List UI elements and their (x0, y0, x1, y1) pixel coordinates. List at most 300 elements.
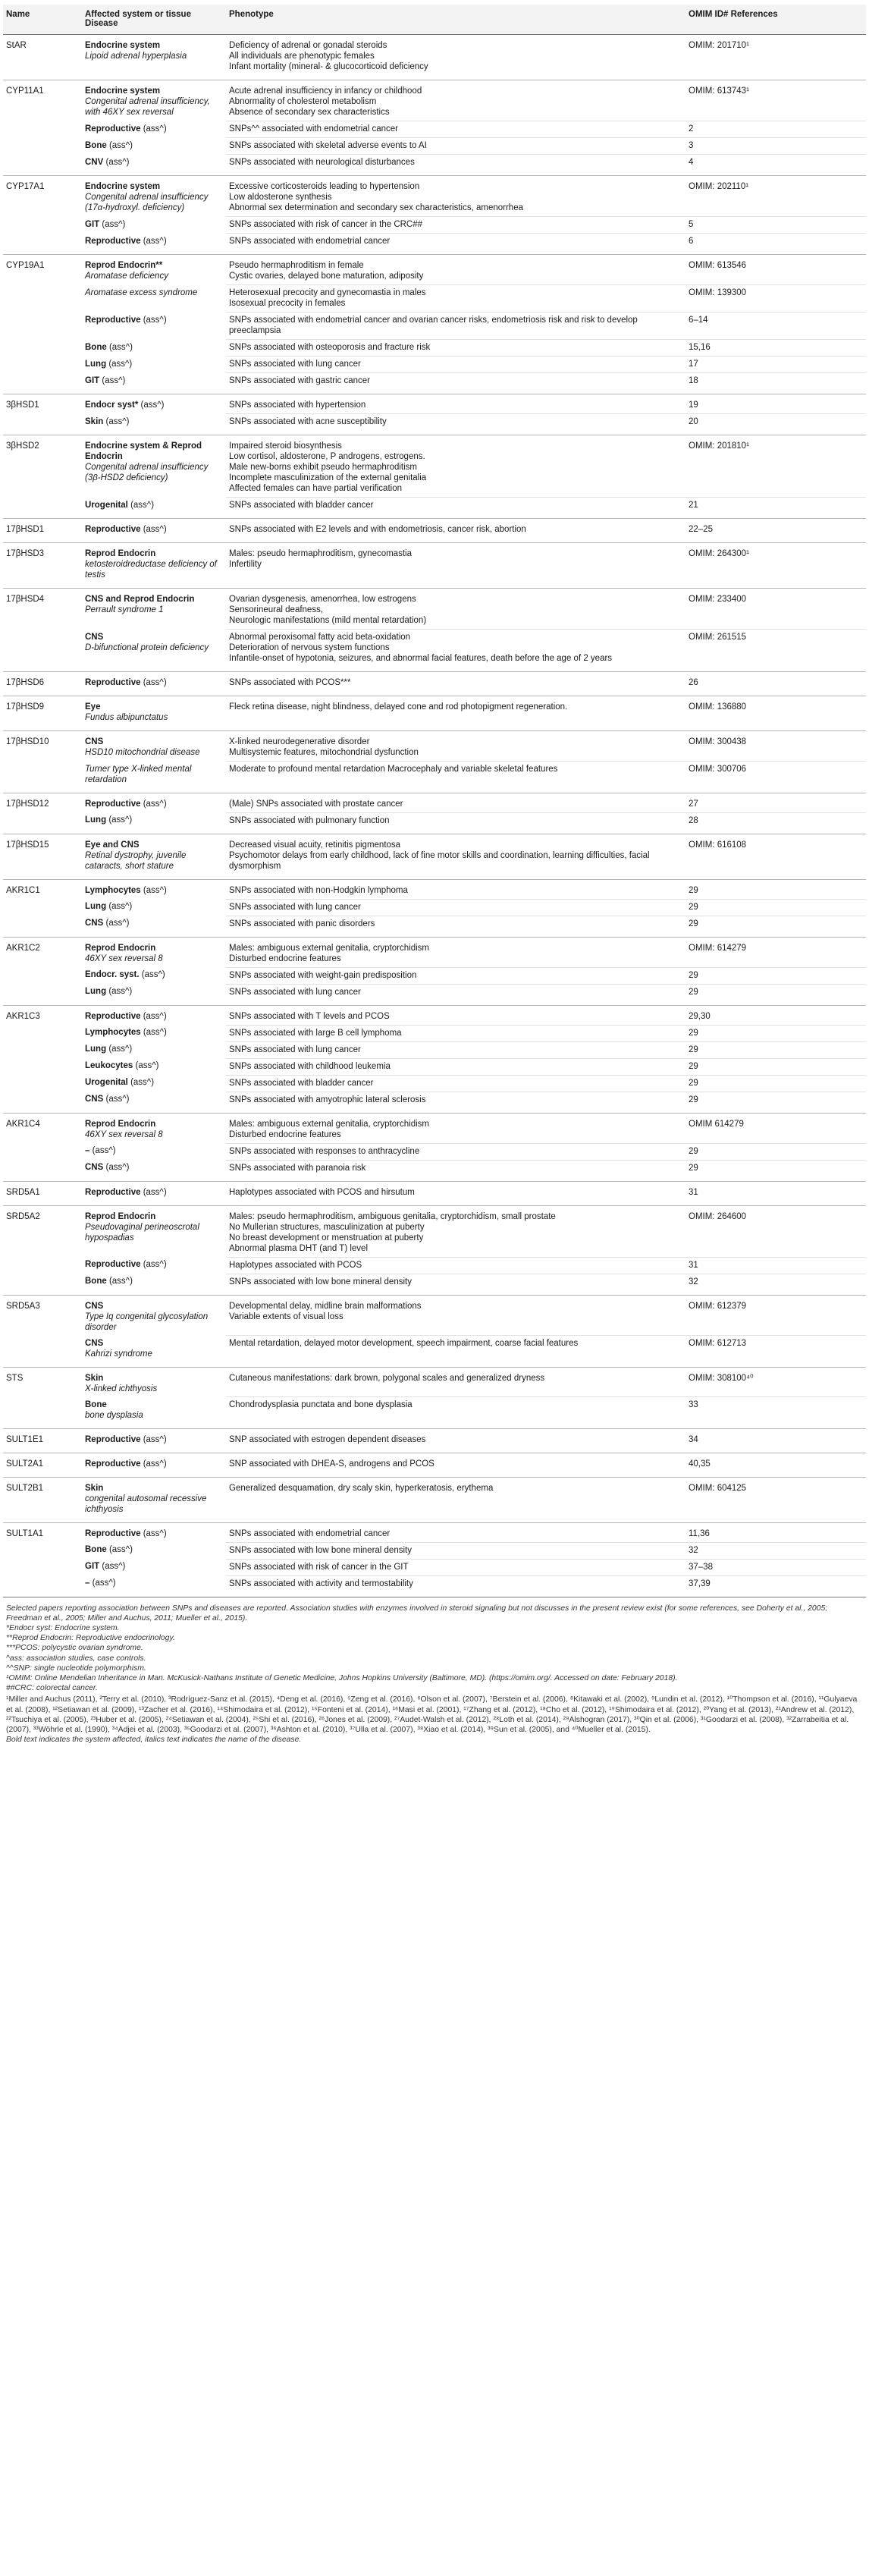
phenotype-line: Males: ambiguous external genitalia, cryptorchidism (229, 943, 429, 953)
system-name: Lung (85, 359, 107, 369)
affected-system-association (85, 885, 223, 896)
association-tag: (ass^) (143, 1260, 167, 1269)
association-tag: (ass^) (102, 1562, 126, 1571)
enzyme-name-cell: AKR1C3 (6, 1011, 40, 1021)
phenotype-line: No Mullerian structures, masculinization at puberty (229, 1222, 425, 1232)
table-row (3, 1428, 866, 1453)
affected-cell (82, 255, 226, 285)
enzyme-name-cell: SRD5A3 (6, 1301, 40, 1311)
association-tag: (ass^) (105, 157, 130, 167)
system-name: Lymphocytes (85, 1028, 141, 1037)
affected-system-association (85, 1544, 223, 1555)
enzyme-name-cell (3, 234, 82, 255)
affected-cell (82, 176, 226, 217)
phenotype-line: Males: pseudo hermaphroditism, gynecomastia (229, 549, 412, 558)
table-row (3, 1025, 866, 1041)
phenotype-cell (226, 176, 685, 217)
disease-name: Aromatase deficiency (85, 272, 168, 281)
phenotype-cell (226, 357, 685, 373)
phenotype-line: SNPs associated with low bone mineral density (229, 1277, 412, 1286)
phenotype-cell (226, 543, 685, 589)
enzyme-name-cell (3, 1143, 82, 1160)
phenotype-line: Haplotypes associated with PCOS and hirsutum (229, 1187, 415, 1197)
phenotype-line: Cutaneous manifestations: dark brown, polygonal scales and generalized dryness (229, 1373, 545, 1383)
affected-system-association (85, 342, 223, 353)
affected-cell (82, 121, 226, 138)
table-row (3, 217, 866, 234)
association-tag: (ass^) (108, 1545, 133, 1554)
enzyme-name-cell: 17βHSD4 (6, 595, 45, 604)
omim-reference-cell: OMIM: 614279 (689, 943, 747, 953)
disease-name: Turner type X-linked mental retardation (85, 764, 192, 784)
table-row (3, 1274, 866, 1295)
affected-system-association (85, 416, 223, 427)
affected-cell (82, 155, 226, 176)
enzyme-name-cell: SRD5A1 (6, 1187, 40, 1197)
phenotype-cell (226, 519, 685, 543)
affected-cell (82, 373, 226, 394)
association-tag: (ass^) (108, 1045, 133, 1054)
association-tag: (ass^) (140, 401, 165, 410)
steroid-enzyme-table (3, 5, 866, 1597)
omim-reference-cell: 15,16 (685, 340, 866, 357)
omim-reference-cell: 29 (685, 1092, 866, 1113)
table-row (3, 519, 866, 543)
phenotype-cell (226, 1542, 685, 1559)
association-tag: (ass^) (108, 342, 133, 352)
affected-cell (82, 834, 226, 879)
affected-cell (82, 519, 226, 543)
table-row (3, 1295, 866, 1336)
enzyme-group (3, 255, 866, 394)
phenotype-line: SNPs associated with T levels and PCOS (229, 1011, 390, 1021)
phenotype-line: Multisystemic features, mitochondrial dysfunction (229, 748, 419, 757)
omim-reference-cell: 37–38 (685, 1559, 866, 1575)
phenotype-line: SNPs associated with endometrial cancer (229, 1528, 391, 1538)
table-row (3, 1336, 866, 1368)
phenotype-cell (226, 1428, 685, 1453)
system-name: Endocr syst* (85, 401, 139, 410)
system-name: Skin (85, 416, 104, 426)
affected-system-association (85, 918, 223, 928)
affected-cell (82, 543, 226, 589)
enzyme-group (3, 793, 866, 834)
affected-system-association (85, 236, 223, 247)
omim-reference-cell: OMIM: 300706 (685, 762, 866, 793)
system-name: Reproductive (85, 124, 141, 134)
affected-cell (82, 234, 226, 255)
phenotype-cell (226, 255, 685, 285)
table-row (3, 967, 866, 984)
phenotype-line: Acute adrenal insufficiency in infancy or childhood (229, 86, 422, 96)
affected-system-association (85, 1259, 223, 1270)
association-tag: (ass^) (130, 500, 155, 510)
affected-cell (82, 1397, 226, 1429)
phenotype-cell (226, 967, 685, 984)
phenotype-line: Abnormal peroxisomal fatty acid beta-oxidation (229, 633, 411, 642)
affected-cell (82, 1092, 226, 1113)
affected-system-association (85, 969, 223, 980)
table-row (3, 394, 866, 414)
system-name: Reproductive (85, 236, 141, 246)
association-tag: (ass^) (105, 1095, 130, 1104)
enzyme-group (3, 1295, 866, 1367)
association-tag: (ass^) (143, 1434, 167, 1444)
table-row (3, 1143, 866, 1160)
phenotype-line: SNPs^^ associated with endometrial cancer (229, 124, 399, 134)
table-row (3, 1075, 866, 1092)
affected-system: Skin (85, 1373, 104, 1383)
affected-cell (82, 696, 226, 731)
phenotype-line: Incomplete masculinization of the external genitalia (229, 473, 427, 482)
phenotype-cell (226, 1113, 685, 1143)
phenotype-cell (226, 35, 685, 80)
omim-reference-cell: OMIM: 201710¹ (689, 41, 749, 50)
association-tag: (ass^) (143, 236, 167, 246)
enzyme-group (3, 1367, 866, 1428)
affected-cell (82, 435, 226, 498)
phenotype-cell (226, 984, 685, 1005)
omim-reference-cell: 29 (685, 1143, 866, 1160)
table-row (3, 1397, 866, 1429)
phenotype-line: SNPs associated with acne susceptibility (229, 417, 387, 426)
omim-reference-cell: 29 (685, 1025, 866, 1041)
system-name: CNS (85, 1163, 104, 1172)
system-name: Bone (85, 342, 107, 352)
table-row (3, 1092, 866, 1113)
system-name: GIT (85, 375, 100, 385)
omim-reference-cell: 28 (685, 812, 866, 834)
phenotype-cell (226, 1160, 685, 1181)
association-tag: (ass^) (108, 1277, 133, 1286)
phenotype-line: SNPs associated with paranoia risk (229, 1163, 366, 1173)
affected-cell (82, 1336, 226, 1368)
table-row (3, 1477, 866, 1522)
system-name: Lymphocytes (85, 885, 141, 895)
affected-system: CNS (85, 1338, 104, 1348)
disease-name: D-bifunctional protein deficiency (85, 642, 209, 652)
phenotype-line: Variable extents of visual loss (229, 1312, 344, 1321)
affected-system-association (85, 799, 223, 809)
affected-cell (82, 589, 226, 630)
affected-system: Reprod Endocrin** (85, 261, 163, 270)
disease-name: Fundus albipunctatus (85, 713, 168, 722)
affected-system-association (85, 1434, 223, 1445)
phenotype-cell (226, 1397, 685, 1429)
affected-cell (82, 1257, 226, 1274)
affected-system-association (85, 1528, 223, 1539)
phenotype-line: SNPs associated with responses to anthracycline (229, 1146, 420, 1156)
system-name: Reproductive (85, 1528, 141, 1538)
association-tag: (ass^) (143, 1011, 167, 1021)
phenotype-line: SNPs associated with childhood leukemia (229, 1061, 391, 1071)
affected-cell (82, 1367, 226, 1397)
disease-name: 46XY sex reversal 8 (85, 1129, 163, 1139)
table-row (3, 498, 866, 519)
table-row (3, 1058, 866, 1075)
phenotype-line: (Male) SNPs associated with prostate cancer (229, 799, 403, 809)
affected-system: Bone (85, 1400, 107, 1409)
enzyme-name-cell: STS (6, 1373, 24, 1383)
affected-system-association (85, 1187, 223, 1198)
omim-reference-cell: 11,36 (689, 1528, 710, 1538)
footnote-final: Bold text indicates the system affected, italics text indicates the name of the disease. (6, 1736, 302, 1745)
affected-cell (82, 672, 226, 696)
association-tag: (ass^) (130, 1078, 155, 1087)
affected-system: Eye (85, 702, 101, 712)
footnote-references: ¹Miller and Auchus (2011), ²Terry et al. (2010), ³Rodríguez-Sanz et al. (2015), ⁴Deng et al. (2016), ⁵Zeng et al. (2016), ⁶Olson et al. (2007), ⁷Berstein et al. (2006), ⁸Kitawaki et al. (2002), ⁹Lundin et al. (2012), ¹⁰Thompson et al. (2016), ¹¹Gulyaeva et al. (2008), ¹²Setiawan et al. (2009), ¹³Zacher et al. (2016), ¹⁴Shimodaira et al. (2012), ¹⁵Fonteni et al. (2014), ¹⁶Masi et al. (2001), ¹⁷Zhang et al. (2012), ¹⁸Cho et al. (2012), ¹⁹Shimodaira et al. (2012), ²⁰Yang et al. (2013), ²¹Andrew et al. (2012), ²²Tsuchiya et al. (2005), ²³Huber et al. (2005), ²⁴Setiawan et al. (2004), ²⁵Shi et al. (2016), ²⁶Jones et al. (2009), ²⁷Audet-Walsh et al. (2012), ²⁸Loth et al. (2014), ²⁹Alshogran (2017), ³⁰Qin et al. (2006), ³¹Goodarzi et al. (2008), ³²Zarrabeitia et al. (2007), ³³Wöhrle et al. (1990), ³⁴Adjei et al. (2003), ³⁵Goodarzi et al. (2007), ³⁶Ashton et al. (2010), ³⁷Ulla et al. (2007), ³⁸Xiao et al. (2014), ³⁹Sun et al. (2005), and ⁴⁰Mueller et al. (2015). (6, 1695, 858, 1734)
table-row (3, 984, 866, 1005)
enzyme-name-cell: 3βHSD2 (6, 441, 39, 451)
omim-reference-cell: OMIM: 613546 (689, 261, 747, 270)
phenotype-line: SNPs associated with panic disorders (229, 919, 375, 928)
enzyme-name-cell (3, 984, 82, 1005)
phenotype-cell (226, 812, 685, 834)
enzyme-name-cell (3, 967, 82, 984)
affected-system: CNS (85, 1301, 104, 1311)
phenotype-line: Isosexual precocity in females (229, 299, 346, 308)
affected-system-association (85, 315, 223, 325)
affected-cell (82, 1559, 226, 1575)
phenotype-line: Mental retardation, delayed motor development, speech impairment, coarse facial features (229, 1339, 579, 1348)
association-tag: (ass^) (143, 124, 167, 134)
association-tag: (ass^) (105, 919, 130, 928)
enzyme-name-cell (3, 1041, 82, 1058)
enzyme-name-cell (3, 498, 82, 519)
table-row (3, 762, 866, 793)
enzyme-name-cell (3, 1575, 82, 1597)
affected-cell (82, 313, 226, 340)
enzyme-name-cell (3, 1542, 82, 1559)
association-tag: (ass^) (143, 1187, 167, 1197)
phenotype-cell (226, 762, 685, 793)
phenotype-cell (226, 1477, 685, 1522)
affected-cell (82, 357, 226, 373)
enzyme-name-cell (3, 630, 82, 672)
affected-system-association (85, 524, 223, 535)
system-name: – (85, 1579, 90, 1588)
disease-name: Type Iq congenital glycosylation disorder (85, 1312, 209, 1332)
affected-system-association (85, 1060, 223, 1071)
omim-reference-cell: OMIM: 136880 (689, 702, 747, 712)
affected-cell (82, 1058, 226, 1075)
association-tag: (ass^) (143, 1528, 167, 1538)
phenotype-line: Impaired steroid biosynthesis (229, 441, 342, 451)
enzyme-group (3, 176, 866, 255)
omim-reference-cell: 2 (685, 121, 866, 138)
omim-reference-cell: 17 (685, 357, 866, 373)
association-tag: (ass^) (105, 1163, 130, 1172)
disease-name: ketosteroidreductase deficiency of testis (85, 560, 217, 580)
affected-cell (82, 1143, 226, 1160)
affected-system: Endocrine system (85, 182, 161, 191)
omim-reference-cell: OMIM: 139300 (685, 285, 866, 313)
enzyme-name-cell (3, 1058, 82, 1075)
affected-cell (82, 35, 226, 80)
table-row (3, 313, 866, 340)
enzyme-name-cell (3, 121, 82, 138)
enzyme-group (3, 1205, 866, 1295)
disease-name: Kahrizi syndrome (85, 1349, 152, 1359)
table-row (3, 80, 866, 121)
table-row (3, 1041, 866, 1058)
phenotype-line: No breast development or menstruation at puberty (229, 1233, 424, 1242)
enzyme-group (3, 394, 866, 435)
enzyme-name-cell (3, 1075, 82, 1092)
phenotype-line: SNPs associated with skeletal adverse events to AI (229, 141, 427, 150)
association-tag: (ass^) (143, 1459, 167, 1469)
enzyme-name-cell (3, 899, 82, 916)
phenotype-line: Infant mortality (mineral- & glucocorticoid deficiency (229, 62, 428, 71)
table-row (3, 1559, 866, 1575)
omim-reference-cell: OMIM: 604125 (689, 1483, 747, 1493)
phenotype-cell (226, 414, 685, 435)
omim-reference-cell: 19 (689, 401, 698, 410)
phenotype-line: SNPs associated with bladder cancer (229, 501, 374, 510)
phenotype-line: SNPs associated with gastric cancer (229, 376, 370, 385)
phenotype-cell (226, 1075, 685, 1092)
affected-system: Reprod Endocrin (85, 943, 156, 953)
affected-system-association (85, 400, 223, 410)
omim-reference-cell: OMIM: 300438 (689, 737, 747, 746)
affected-system-association (85, 1027, 223, 1038)
phenotype-cell (226, 435, 685, 498)
omim-reference-cell: OMIM: 264300¹ (689, 549, 749, 558)
system-name: CNS (85, 919, 104, 928)
affected-cell (82, 1477, 226, 1522)
omim-reference-cell: 27 (689, 799, 698, 809)
affected-cell (82, 899, 226, 916)
association-tag: (ass^) (135, 1061, 159, 1070)
phenotype-cell (226, 373, 685, 394)
phenotype-cell (226, 1336, 685, 1368)
affected-system-association (85, 1044, 223, 1054)
affected-system-association (85, 1561, 223, 1572)
affected-system: Reprod Endocrin (85, 1211, 156, 1221)
affected-cell (82, 731, 226, 762)
phenotype-cell (226, 1575, 685, 1597)
affected-cell (82, 1428, 226, 1453)
table-row (3, 1257, 866, 1274)
omim-reference-cell: 29 (685, 899, 866, 916)
enzyme-name-cell: SULT1A1 (6, 1528, 44, 1538)
omim-reference-cell: 29 (685, 1160, 866, 1181)
enzyme-name-cell (3, 1025, 82, 1041)
enzyme-name-cell (3, 1092, 82, 1113)
affected-system: Reprod Endocrin (85, 1119, 156, 1129)
table-row (3, 176, 866, 217)
system-name: Urogenital (85, 500, 128, 510)
enzyme-group (3, 35, 866, 80)
enzyme-name-cell (3, 217, 82, 234)
phenotype-line: Developmental delay, midline brain malformations (229, 1301, 422, 1311)
table-row (3, 630, 866, 672)
disease-name: congenital autosomal recessive ichthyosis (85, 1494, 207, 1514)
phenotype-cell (226, 1025, 685, 1041)
affected-system-association (85, 677, 223, 688)
affected-cell (82, 138, 226, 155)
omim-reference-cell: OMIM: 202110¹ (689, 182, 749, 191)
omim-reference-cell: 20 (685, 414, 866, 435)
omim-reference-cell: OMIM: 308100⁴⁰ (689, 1373, 754, 1383)
table-footnotes (3, 1597, 866, 1745)
association-tag: (ass^) (108, 815, 133, 825)
table-row (3, 916, 866, 937)
phenotype-line: Low cortisol, aldosterone, P androgens, estrogens. (229, 452, 425, 461)
phenotype-cell (226, 916, 685, 937)
affected-cell (82, 1181, 226, 1205)
phenotype-line: SNPs associated with lung cancer (229, 987, 361, 997)
phenotype-line: Disturbed endocrine features (229, 1129, 341, 1139)
phenotype-line: Sensorineural deafness, (229, 605, 324, 614)
footnote-intro: Selected papers reporting association between SNPs and diseases are reported. Association studies with enzymes involved in steroid signaling but not discusses in the present review exist (for some references, see Doherty et al., 2005; Freedman et al., 2005; Miller and Auchus, 2011; Mueller et al., 2015). (6, 1604, 828, 1623)
affected-cell (82, 285, 226, 313)
association-tag: (ass^) (143, 799, 167, 809)
phenotype-line: SNPs associated with E2 levels and with endometriosis, cancer risk, abortion (229, 525, 526, 534)
association-tag: (ass^) (143, 1028, 167, 1037)
affected-cell (82, 1575, 226, 1597)
phenotype-cell (226, 1295, 685, 1336)
table-row (3, 543, 866, 589)
enzyme-name-cell (3, 155, 82, 176)
system-name: Reproductive (85, 1187, 141, 1197)
footnote-line: **Reprod Endocrin: Reproductive endocrinology. (6, 1634, 175, 1643)
omim-reference-cell: OMIM: 233400 (689, 595, 747, 604)
phenotype-cell (226, 121, 685, 138)
phenotype-line: SNPs associated with pulmonary function (229, 815, 390, 825)
affected-cell (82, 340, 226, 357)
phenotype-cell (226, 672, 685, 696)
phenotype-cell (226, 1453, 685, 1477)
table-row (3, 234, 866, 255)
affected-system: Skin (85, 1483, 104, 1493)
phenotype-line: Cystic ovaries, delayed bone maturation, adiposity (229, 272, 424, 281)
system-name: Urogenital (85, 1078, 128, 1087)
disease-name: Congenital adrenal insufficiency (3β-HSD2 deficiency) (85, 463, 209, 482)
enzyme-name-cell: 17βHSD10 (6, 737, 49, 746)
disease-name: Aromatase excess syndrome (85, 287, 198, 297)
phenotype-line: Low aldosterone synthesis (229, 193, 332, 202)
enzyme-name-cell: 17βHSD15 (6, 840, 49, 850)
table-row (3, 899, 866, 916)
header-affected: Affected system or tissue Disease (82, 5, 226, 35)
disease-name: X-linked ichthyosis (85, 1384, 158, 1393)
phenotype-line: Excessive corticosteroids leading to hypertension (229, 182, 420, 191)
enzyme-name-cell (3, 762, 82, 793)
enzyme-name-cell: 17βHSD12 (6, 799, 49, 809)
table-row (3, 793, 866, 812)
enzyme-group (3, 1428, 866, 1453)
system-name: GIT (85, 219, 100, 229)
system-name: Lung (85, 815, 107, 825)
enzyme-name-cell: CYP11A1 (6, 86, 44, 96)
disease-name: HSD10 mitochondrial disease (85, 748, 200, 757)
phenotype-cell (226, 834, 685, 879)
table-row (3, 812, 866, 834)
affected-system-association (85, 1094, 223, 1104)
system-name: – (85, 1146, 90, 1155)
enzyme-group (3, 1181, 866, 1205)
phenotype-cell (226, 899, 685, 916)
system-name: Reproductive (85, 315, 141, 325)
system-name: Reproductive (85, 678, 141, 687)
disease-name: Retinal dystrophy, juvenile cataracts, short stature (85, 850, 187, 871)
omim-reference-cell: OMIM: 264600 (689, 1211, 747, 1221)
enzyme-name-cell: CYP17A1 (6, 182, 45, 191)
affected-system: Reprod Endocrin (85, 549, 156, 558)
enzyme-name-cell (3, 373, 82, 394)
phenotype-cell (226, 696, 685, 731)
